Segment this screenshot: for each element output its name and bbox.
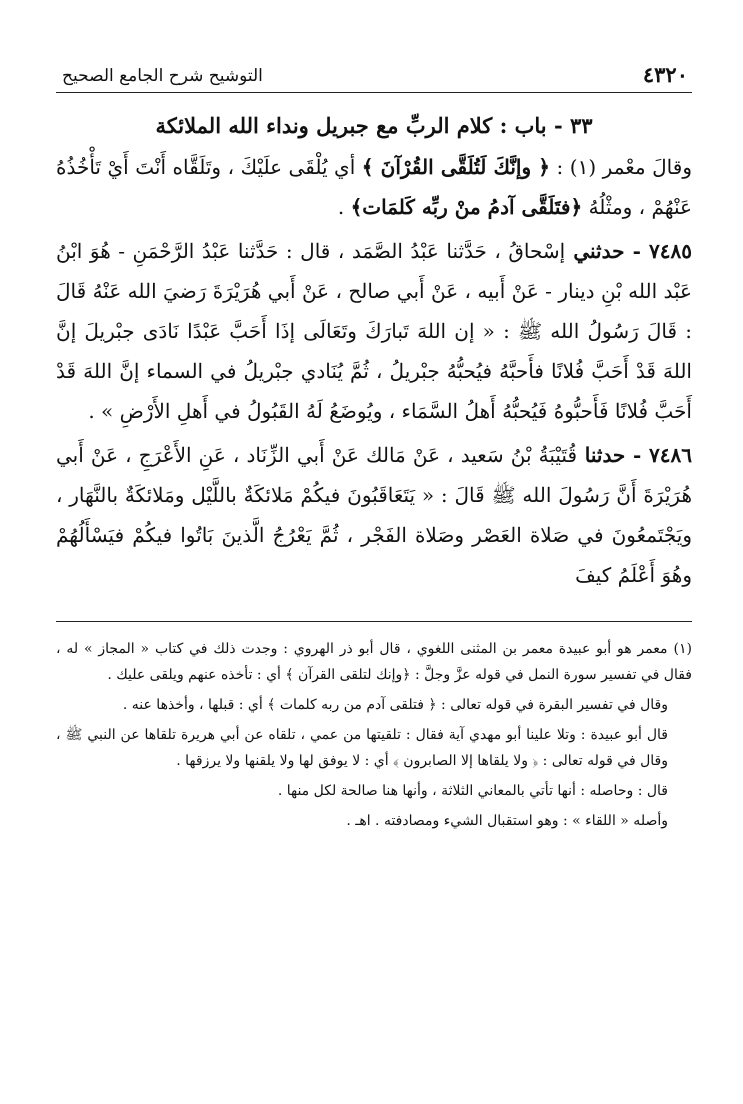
footnote-paragraph: قال أبو عبيدة : وتلا علينا أبو مهدي آية فقال : تلقيتها من عمي ، تلقاه عن أبي هريرة تلقاها عن النبي ﷺ ، وقال في قوله تعالى : ﴿ ولا يلقاها إلا الصابرون ﴾ أي : لا يوفق لها ولا يلقنها ولا يرزقها . xyxy=(56,727,668,769)
page-number: ٤٣٢٠ xyxy=(642,62,688,87)
footnote-1 xyxy=(56,636,692,688)
book-page xyxy=(56,52,692,1062)
footnotes xyxy=(56,636,692,834)
hadith-number: ٧٤٨٦ xyxy=(649,443,692,467)
hadith-text: قُتَيْبَةُ بْنُ سَعيد ، عَنْ مَالك عَنْ أَبي الزِّنَاد ، عَنِ الأَعْرَجِ ، عَنْ أَبي هُرَيْرَةَ أَنَّ رَسُولَ الله ﷺ قَالَ : « يَتَعَاقَبُونَ فيكُمْ مَلائكَةٌ باللَّيْل ومَلائكَةٌ بالنَّهَار ، ويَجْتَمعُونَ في صَلاة العَصْر وصَلاة الفَجْر ، ثُمَّ يَعْرُجُ الَّذينَ بَاتُوا فيكُمْ فيَسْأَلُهُمْ وهُوَ أَعْلَمُ كيفَ xyxy=(56,443,692,587)
intro-pre: وقالَ معْمر (١) : xyxy=(549,155,692,179)
intro-end: . xyxy=(337,195,351,219)
footnote-marker: (١) xyxy=(673,641,692,657)
chapter-title: ٣٣ - باب : كلام الربِّ مع جبريل ونداء الله الملائكة xyxy=(155,113,593,138)
hadith-number: ٧٤٨٥ xyxy=(649,239,692,263)
footnote-paragraph: قال : وحاصله : أنها تأتي بالمعاني الثلاثة ، وأنها هنا صالحة لكل منها . xyxy=(277,783,668,799)
footnote-paragraph: وأصله « اللقاء » : وهو استقبال الشيء ومصادفته . اهـ . xyxy=(346,813,668,829)
footnote-paragraph: وقال في تفسير البقرة في قوله تعالى : ﴿ فتلقى آدم من ربه كلمات ﴾ أي : قبلها ، وأخذها عنه . xyxy=(122,697,668,713)
footnote-text: معمر هو أبو عبيدة معمر بن المثنى اللغوي ، قال أبو ذر الهروي : وجدت ذلك في كتاب « المجاز » له ، فقال في تفسير سورة النمل في قوله عزَّ وجلَّ : ﴿وإنك لتلقى القرآن ﴾ أي : تأخذه عنهم ويلقى عليك . xyxy=(56,641,692,683)
intro-mid: أي يُلْقَى علَيْكَ ، وتَلَقَّاه أَنْتَ أَيْ تَأْخُذُهُ عَنْهُمْ ، ومثْلُهُ xyxy=(56,155,692,219)
hadith-lead: - حدثنا xyxy=(577,443,650,467)
book-title: التوشيح شرح الجامع الصحيح xyxy=(62,66,263,86)
hadith-7485 xyxy=(56,231,692,431)
running-header xyxy=(56,52,692,93)
hadith-7486 xyxy=(56,435,692,595)
footnote-divider xyxy=(56,621,692,622)
quran-quote-2: ﴿فتَلَقَّى آدمُ منْ ربِّه كَلمَات﴾ xyxy=(350,195,583,219)
quran-quote-1: ﴿ وإنَّكَ لَتُلَقَّى القُرْآنَ ﴾ xyxy=(361,155,550,179)
hadith-text: إسْحاقُ ، حَدَّثنا عَبْدُ الصَّمَد ، قال : حَدَّثنا عَبْدُ الرَّحْمَنِ - هُوَ ابْنُ عَبْد الله بْنِ دينار - عَنْ أَبيه ، عَنْ أَبي صالح ، عَنْ أَبي هُرَيْرَةَ رَضيَ الله عَنْهُ قَالَ : قَالَ رَسُولُ الله ﷺ : « إن اللهَ تَبارَكَ وتَعَالَى إذَا أَحَبَّ عَبْدًا نَادَى جبْريلَ إنَّ اللهَ قَدْ أَحَبَّ فُلانًا فأَحبَّهُ فيُحبُّهُ جبْريلُ ، ثُمَّ يُنَادي جبْريلُ في السماء إنَّ اللهَ قَدْ أَحَبَّ فُلانًا فَأَحبُّوهُ فَيُحبُّهُ أَهلُ السَّمَاء ، ويُوضَعُ لَهُ القَبُولُ في أَهلِ الأَرْضِ » . xyxy=(56,239,692,423)
hadith-lead: - حدثني xyxy=(565,239,650,263)
intro-paragraph xyxy=(56,147,692,227)
